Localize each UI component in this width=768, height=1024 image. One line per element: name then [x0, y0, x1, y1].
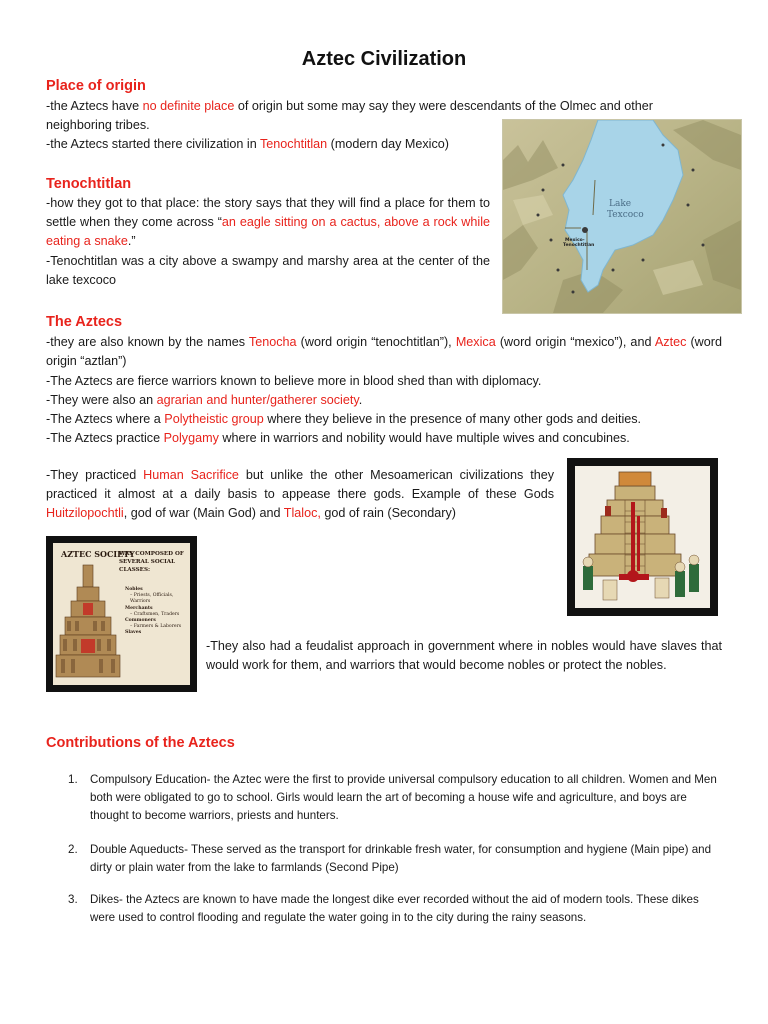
society-class-sub: – Priests, Officials, Warriors: [130, 593, 174, 605]
society-class-sub: – Farmers & Laborers: [130, 624, 182, 630]
list-item-text: Compulsory Education- the Aztec were the first to provide universal compulsory education to all children. Women and Men both were obligated to go to school. Girls would learn the art of becoming a house wife and agriculture, and boys are thought to become warriors, priests and hunters.: [90, 773, 717, 822]
aztecs-paragraph-society: -They were also an agrarian and hunter/gatherer society.: [46, 393, 363, 407]
highlight-mexica: Mexica: [455, 335, 496, 349]
highlight-eagle-legend: an eagle sitting on a cactus, above a rock while eating a snake: [46, 215, 490, 249]
aztecs-paragraph-polygamy: -The Aztecs practice Polygamy where in warriors and nobility would have multiple wives and concubines.: [46, 431, 630, 445]
tenochtitlan-paragraph-2: -Tenochtitlan was a city above a swampy and marshy area at the center of the lake texcoco: [46, 254, 490, 288]
lake-texcoco-map-image: [502, 119, 742, 314]
society-class-name: Slaves: [125, 630, 142, 636]
highlight-tenochtitlan: Tenochtitlan: [259, 137, 328, 151]
highlight-no-definite-place: no definite place: [142, 99, 235, 113]
origin-paragraph-2: -the Aztecs started there civilization in Tenochtitlan (modern day Mexico): [46, 137, 449, 151]
society-class-name: Nobles: [125, 587, 143, 592]
list-item-text: Double Aqueducts- These served as the transport for drinkable fresh water, for consumption and hygiene (Main pipe) and dirty or plain water from the lake to farmlands (Second Pipe): [90, 843, 712, 874]
society-image-content: [53, 543, 190, 685]
list-item: [68, 891, 724, 927]
society-class-name: Commoners: [125, 618, 156, 624]
society-subtitle: WAS COMPOSED OF SEVERAL SOCIAL CLASSES:: [119, 551, 184, 573]
society-class-list: [125, 587, 189, 637]
highlight-huitzilopochtli: Huitzilopochtli: [46, 506, 124, 521]
list-item-text: Dikes- the Aztecs are known to have made the longest dike ever recorded without the aid of modern tools. These dikes were used to control flooding and regulate the water going in to the city during the rainy seasons.: [90, 893, 699, 924]
temple-image-content: [575, 466, 710, 608]
highlight-polygamy: Polygamy: [163, 431, 219, 445]
society-class-name: Merchants: [125, 605, 153, 611]
list-item-number: 2.: [68, 843, 78, 856]
society-title: AZTEC SOCIETY: [61, 549, 135, 559]
list-item-number: 1.: [68, 773, 78, 786]
page-title: Aztec Civilization: [301, 48, 467, 70]
society-class-sub: – Craftsmen, Traders: [130, 611, 180, 617]
list-item: [68, 841, 724, 877]
map-city-label: Mexico-: [565, 238, 585, 243]
origin-paragraph-1: -the Aztecs have no definite place of origin but some may say they were descendants of the Olmec and other neighboring tribes.: [46, 99, 653, 133]
highlight-polytheistic: Polytheistic group: [164, 412, 264, 426]
tenochtitlan-paragraph-1: -how they got to that place: the story says that they will find a place for them to settle when they come across “an eagle sitting on a cactus, above a rock while eating a snake.”: [46, 196, 490, 249]
heading-tenochtitlan: Tenochtitlan: [46, 176, 132, 192]
aztecs-paragraph-sacrifice: -They practiced Human Sacrifice but unlike the other Mesoamerican civilizations they practiced it almost at a daily basis to appease there gods. Example of these Gods Huitzilopochtli, god of war (Main God) and Tlaloc, god of rain (Secondary): [46, 468, 555, 521]
temple-sacrifice-image: [567, 458, 718, 616]
list-item-number: 3.: [68, 893, 78, 906]
map-lake-label-2: Texcoco: [607, 210, 644, 220]
aztecs-paragraph-names: -they are also known by the names Tenocha (word origin “tenochtitlan”), Mexica (word origin “mexico”), and Aztec (word origin “aztlan”): [46, 335, 722, 369]
heading-contributions: Contributions of the Aztecs: [46, 735, 235, 751]
map-lake-label: Lake: [609, 199, 632, 209]
map-graphic: [503, 120, 741, 313]
aztecs-paragraph-feudalism: -They also had a feudalist approach in government where in nobles would have slaves that would work for them, and warriors that would become nobles or protect the nobles.: [206, 639, 722, 673]
aztecs-paragraph-polytheistic: -The Aztecs where a Polytheistic group where they believe in the presence of many other gods and deities.: [46, 412, 642, 426]
map-city-label-2: Tenochtitlan: [563, 243, 595, 248]
aztec-society-image: [46, 536, 197, 692]
highlight-aztec: Aztec: [654, 335, 687, 349]
temple-graphic: [575, 466, 710, 608]
highlight-human-sacrifice: Human Sacrifice: [143, 468, 239, 482]
highlight-agrarian: agrarian and hunter/gatherer society: [156, 393, 359, 407]
heading-the-aztecs: The Aztecs: [46, 314, 123, 330]
aztecs-paragraph-warriors: -The Aztecs are fierce warriors known to believe more in blood shed than with diplomacy.: [46, 374, 542, 388]
highlight-tenocha: Tenocha: [248, 335, 297, 349]
heading-place-of-origin: Place of origin: [46, 78, 146, 94]
list-item: [68, 771, 724, 825]
highlight-tlaloc: Tlaloc,: [283, 506, 321, 521]
